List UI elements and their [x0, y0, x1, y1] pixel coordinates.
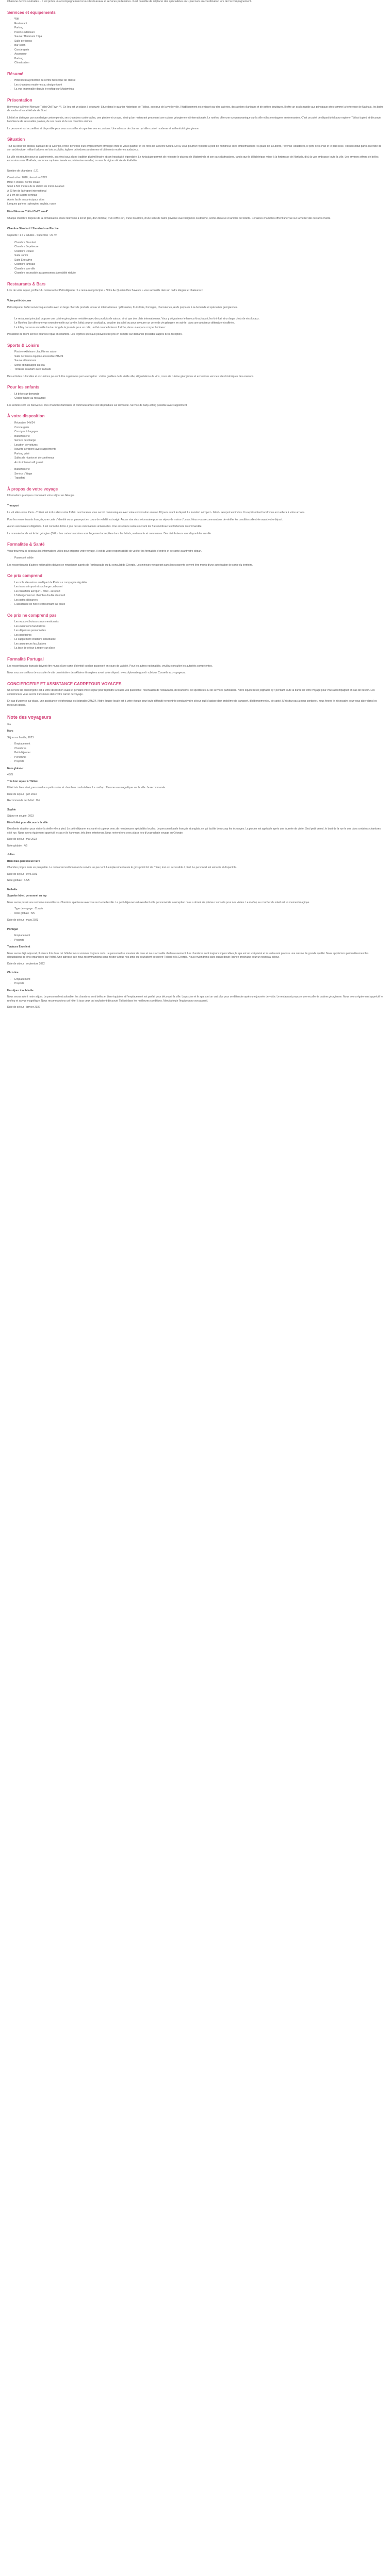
presentation-p2: L'hôtel se distingue par son design contemporain, ses chambres confortables, une piscine et un spa, ainsi qu'un restaurant proposant une cuisine géorgienne et internationale. Le rooftop offre une vue panoramique sur la ville et les montagnes environnantes. C'est un point de départ idéal pour explorer Tbilissi à pied et découvrir l'ambiance de ses ruelles pavées, de ses cafés et de ses marchés animés. [7, 116, 382, 124]
conciergerie-p1: Un service de conciergerie est à votre disposition avant et pendant votre séjour pour répondre à toutes vos questions : réservation de restaurants, d'excursions, de spectacles ou de services particuliers. Notre équipe reste joignable 7j/7 pendant toute la durée de votre voyage pour vous accompagner en cas de besoin. Les coordonnées vous seront transmises dans votre carnet de voyage. [7, 689, 375, 696]
review-text: Chambre propre mais un peu petite. Le restaurant est bon mais le service un peu lent. L'emplacement reste le gros point fort de l'hôtel, tout est accessible à pied. Le personnel est aimable et disponible. [7, 866, 237, 870]
service-item: • Sauna / Hammam / Spa [14, 35, 384, 39]
presentation-p3: Le personnel est accueillant et disponible pour vous conseiller et organiser vos excursions. Une adresse de charme qui allie confort moderne et authenticité géorgienne. [7, 127, 200, 130]
disposition-item: • Réception 24h/24 [14, 421, 384, 426]
review [7, 730, 384, 803]
service-item: • Restaurant [14, 22, 384, 26]
room-type-item: • Suite Junior [14, 254, 384, 258]
restaurant-item: • Le lobby bar vous accueille tout au long de la journée pour un café, un thé ou une boisson fraîche, dans un espace cosy et lumineux. [14, 326, 384, 330]
review-note: 4.5/5 [7, 773, 13, 777]
resume-title: Résumé [7, 71, 24, 76]
enfants-item: • Lit bébé sur demande [14, 393, 384, 397]
enfants-list [7, 393, 384, 401]
review-criterion: • Emplacement [14, 742, 384, 747]
resume-item: • La vue imprenable depuis le rooftop sur Mtatsminda [14, 88, 384, 92]
room-type-item: • Suite Executive [14, 259, 384, 263]
review-criterion: • Chambres [14, 747, 384, 751]
formalite-portugal-p1: Les ressortissants français doivent être munis d'une carte d'identité ou d'un passeport en cours de validité. Pour les autres nationalités, veuillez consulter les autorités compétentes. [7, 664, 213, 668]
conciergerie-title: CONCIERGERIE ET ASSISTANCE CARREFOUR VOYAGES [7, 681, 122, 686]
disposition-item: • Service de change [14, 439, 384, 443]
review-criterion: • Emplacement [14, 978, 384, 982]
pension-text: Petit-déjeuner buffet servi chaque matin avec un large choix de produits locaux et internationaux : pâtisseries, fruits frais, fromages, charcuteries, œufs préparés à la demande et spécialités géorgiennes. [7, 306, 238, 310]
hotel-info-line: Situé à 500 mètres de la station de métro Avlabari [7, 185, 64, 189]
review [7, 808, 384, 849]
review-note-label: Note globale : [7, 767, 25, 770]
room-type-item: • Chambre accessible aux personnes à mobilité réduite [14, 272, 384, 276]
non-inclus-item: • Les repas et boissons non mentionnés [14, 620, 384, 624]
review [7, 853, 384, 883]
review-trip: Séjour en couple, 2023 [7, 815, 34, 818]
situation-p2: La ville est réputée pour sa gastronomie, ses vins issus d'une tradition plurimillénaire et son hospitalité légendaire. Le funiculaire permet de rejoindre le plateau de Mtatsminda et son parc d'attractions, tandis que le téléphérique mène à la forteresse de Narikala, d'où la vue embrasse toute la ville. Les environs offrent de belles excursions vers Mtskheta, ancienne capitale classée au patrimoine mondial, ou vers la région viticole de Kakhétie. [7, 155, 379, 163]
review-date: Date de séjour : juin 2023 [7, 792, 37, 796]
review-criterion: • Personnel [14, 756, 384, 760]
non-inclus-title: Ce prix ne comprend pas [7, 613, 57, 618]
review-extra: Note globale : 4/5 [7, 844, 28, 848]
review-date: Date de séjour : mai 2023 [7, 838, 37, 841]
disposition-item: • Parking privé [14, 452, 384, 456]
restaurant-item: • Le Rooftop Bar offre une vue exceptionnelle sur la ville. Idéal pour un cocktail au coucher du soleil ou pour savourer un verre de vin géorgien en soirée, dans une ambiance détendue et raffinée. [14, 321, 384, 326]
review-title: Hôtel idéal pour découvrir la ville [7, 821, 48, 824]
formalite-item: • Passeport valide [14, 556, 384, 561]
sport-item: • Sauna et hammam [14, 359, 384, 363]
presentation-title: Présentation [7, 97, 32, 103]
transport-text: Le vol aller-retour Paris - Tbilissi est inclus dans votre forfait. Les horaires vous seront communiqués avec votre convocation environ 10 jours avant le départ. Le transfert aéroport - hôtel - aéroport est inclus. Un représentant local vous accueillera à votre arrivée. [7, 511, 305, 515]
formalites-text: Pour les ressortissants français, une carte d'identité ou un passeport en cours de validité est exigé. Aucun visa n'est nécessaire pour un séjour de moins d'un an. Nous vous recommandons de vérifier les conditions d'entrée avant votre départ. [7, 518, 283, 521]
resume-list [7, 79, 384, 92]
services-title: Services et équipements [7, 10, 56, 15]
disposition-item: • Consigne à bagages [14, 430, 384, 434]
reviews-title: Note des voyageurs [7, 715, 52, 720]
hotel-info-line: Accès facile aux principaux sites [7, 198, 44, 201]
sport-item: • Piscine extérieure chauffée en saison [14, 350, 384, 354]
presentation-p1: Bienvenue à l'Hôtel Mercure Tbilisi Old Town 4*. Ce lieu est un plaisir à découvrir. Situé dans le quartier historique de Tbilissi, au cœur de la vieille ville, l'établissement est entouré par des galeries, des ateliers d'artisans et de petites boutiques. Il offre un accès rapide aux principaux sites comme la forteresse de Narikala, les bains de soufre et la cathédrale de Sioni. [7, 105, 383, 113]
pension-label: Votre petit-déjeuner [7, 299, 31, 302]
review-criterion-list [7, 934, 384, 942]
resume-item: • Les chambres modernes au design épuré [14, 83, 384, 88]
sport-item: • Soins et massages au spa [14, 364, 384, 368]
review-criterion: • Petit-déjeuner [14, 751, 384, 755]
non-inclus-item: • Les assurances facultatives [14, 642, 384, 647]
disposition-item: • Conciergerie [14, 426, 384, 430]
conciergerie-p2: En cas d'urgence sur place, une assistance téléphonique est joignable 24h/24. Notre équipe locale est à votre écoute pour toute difficulté rencontrée pendant votre séjour, qu'il s'agisse d'un problème de transport, d'hébergement ou de santé. N'hésitez pas à nous contacter, nous ferons le nécessaire pour vous aider dans les meilleurs délais. [7, 700, 377, 707]
disposition-item: • Blanchisserie [14, 435, 384, 439]
reviews-section [7, 715, 384, 1010]
non-inclus-item: • Le supplément chambre individuelle [14, 638, 384, 642]
room-types-list [7, 241, 384, 276]
reviews-list [7, 730, 384, 1010]
review-date: Date de séjour : septembre 2022 [7, 962, 45, 965]
review-text: Excellente situation pour visiter la vieille ville à pied. Le petit-déjeuner est varié et copieux avec de nombreuses spécialités locales. Le personnel parle français et anglais, ce qui facilite beaucoup les échanges. La piscine est agréable après une journée de visite. Seul petit bémol, le bruit de la rue le soir dans certaines chambres côté rue. Nous avons également apprécié le spa et le hammam, très bien entretenus. Nous reviendrons avec plaisir lors d'un prochain voyage en Géorgie. [7, 827, 381, 835]
formalite-portugal-p2: Nous vous conseillons de consulter le site du ministère des Affaires étrangères avant votre départ : www.diplomatie.gouv.fr rubrique Conseils aux voyageurs. [7, 671, 186, 675]
non-inclus-item: • Les dépenses personnelles [14, 629, 384, 633]
types-label: Chambre Standard / Standard vue Piscine [7, 227, 59, 230]
formalites-text-main: Vous trouverez ci-dessous les informations utiles pour préparer votre voyage. Il est de votre responsabilité de vérifier les formalités d'entrée et de santé avant votre départ. [7, 549, 202, 553]
review-line: • Type de voyage : Couple [14, 907, 384, 911]
formalite-portugal-title: Formalité Portugal [7, 656, 44, 662]
review-text: Hôtel très bien situé, personnel aux petits soins et chambres confortables. Le rooftop offre une vue magnifique sur la ville. Je recommande. [7, 786, 166, 790]
disposition-item: • Salles de réunion et de conférence [14, 456, 384, 461]
hotel-info-line: À 20 km de l'aéroport international [7, 189, 46, 193]
disposition-item: • Accès internet wifi gratuit [14, 461, 384, 465]
restaurants-extra: Possibilité de room service pour les repas en chambre. Les régimes spéciaux peuvent être pris en compte sur demande préalable auprès de la réception. [7, 333, 183, 336]
sante-text: Aucun vaccin n'est obligatoire. Il est conseillé d'être à jour de ses vaccinations universelles. Une assurance santé couvrant les frais médicaux est fortement recommandée. [7, 525, 202, 529]
disposition-item: • Location de voitures [14, 444, 384, 448]
prix-service-item: • Blanchisserie [14, 468, 384, 472]
review-criterion: • Propreté [14, 982, 384, 986]
hotel-info-line: Hôtel 4 étoiles, norme locale [7, 180, 40, 184]
non-inclus-item: • Les excursions facultatives [14, 625, 384, 629]
review-author: Julien [7, 853, 15, 857]
rooms-count: Nombre de chambres : 121 [7, 169, 39, 173]
service-item: • Conciergerie [14, 48, 384, 53]
service-item: • Piscine extérieure [14, 31, 384, 35]
sports-p1: Des activités culturelles et excursions peuvent être organisées par la réception : visites guidées de la vieille ville, dégustations de vins, cours de cuisine géorgienne et excursions vers les sites historiques des environs. [7, 375, 254, 378]
review-author: Nathalie [7, 888, 18, 891]
inclus-item: • Les vols aller-retour au départ de Paris sur compagnie régulière [14, 581, 384, 585]
formalites-list [7, 556, 384, 561]
review-text: Nous avons passé une semaine merveilleuse. Chambre spacieuse avec vue sur la vieille ville. Le petit-déjeuner est excellent et le personnel de la réception nous a donné de précieux conseils pour nos visites. Le rooftop au coucher du soleil est un moment magique. [7, 901, 310, 904]
hotel-info-line: Langues parlées : géorgien, anglais, russe [7, 202, 56, 206]
room-type-item: • Chambre Deluxe [14, 250, 384, 254]
review-author: Portugal [7, 927, 18, 931]
room-type-item: • Chambre Standard [14, 241, 384, 245]
review-title: Très bon séjour à Tbilissi [7, 779, 39, 783]
review-line-list [7, 907, 384, 916]
hotel-info-line: Construit en 2018, rénové en 2023 [7, 176, 47, 180]
restaurants-title: Restaurants & Bars [7, 281, 46, 286]
review-text: Nous avons adoré notre séjour. Le personnel est adorable, les chambres sont belles et bien équipées et l'emplacement est parfait pour découvrir la ville. La piscine et le spa sont un vrai plus pour se détendre après une journée de visite. Le restaurant propose une excellente cuisine géorgienne. Nous avons également apprécié le rooftop et sa vue magnifique. Nous recommandons cet hôtel à tous ceux qui souhaitent découvrir Tbilissi dans les meilleures conditions. Merci à toute l'équipe pour son accueil. [7, 995, 383, 1003]
review-line: • Note globale : 5/5 [14, 912, 384, 916]
sports-list [7, 350, 384, 372]
review-author: Marc [7, 730, 13, 733]
monnaie-text: La monnaie locale est le lari géorgien (GEL). Les cartes bancaires sont largement acceptées dans les hôtels, restaurants et commerces. Des distributeurs sont disponibles en ville. [7, 532, 212, 535]
situation-title: Situation [7, 137, 25, 142]
inclus-item: • L'hébergement en chambre double standard [14, 594, 384, 598]
inclus-item: • Les transferts aéroport - hôtel - aéroport [14, 590, 384, 594]
prix-service-item: • Transfert [14, 477, 384, 481]
service-item: • Bar-salon [14, 44, 384, 48]
review-date: Date de séjour : janvier 2022 [7, 1006, 40, 1009]
disposition-item: • Navette aéroport (avec supplément) [14, 448, 384, 452]
reviews-score: 4.1 [7, 722, 11, 726]
review-title: Bien mais peut mieux faire [7, 859, 40, 863]
review-text: Nous avons déjà séjourné plusieurs fois dans cet hôtel et nous sommes toujours ravis. Le personnel se souvient de nous et nous accueille chaleureusement. Les chambres sont toujours impeccables, le spa est un vrai plaisir et le restaurant propose une cuisine de grande qualité. Nous apprécions particulièrement les dégustations de vins organisées par l'hôtel. Une adresse que nous recommandons sans hésiter à tous nos amis qui souhaitent découvrir Tbilissi et la Géorgie. Nous reviendrons sans aucun doute l'année prochaine pour un nouveau séjour. [7, 952, 369, 959]
review-title: Superbe hôtel, personnel au top [7, 894, 47, 898]
enfants-item: • Chaise haute au restaurant [14, 397, 384, 401]
hotel-lines [7, 176, 384, 207]
prix-services-list [7, 468, 384, 481]
non-inclus-list [7, 620, 384, 651]
review-author: Sophie [7, 808, 16, 811]
review-extra: Recommande cet hôtel : Oui [7, 799, 40, 803]
restaurants-p1: Lors de votre séjour, profitez du restaurant et Petit-déjeuner : Le restaurant principal « Notre Au Quotien Des Saveurs » vous accueille dans un cadre élégant et chaleureux. [7, 289, 204, 293]
review-title: Un séjour inoubliable [7, 989, 34, 992]
service-item: • Salle de fitness [14, 40, 384, 44]
review [7, 971, 384, 1010]
review-criterion-list [7, 742, 384, 764]
propos-title: À propos de votre voyage [7, 486, 58, 492]
service-item: • Parking [14, 26, 384, 30]
prix-service-item: • Service d'étage [14, 472, 384, 477]
inclus-list [7, 581, 384, 607]
restaurants-list [7, 317, 384, 330]
inclus-title: Ce prix comprend [7, 573, 43, 579]
room-type-item: • Chambre vue ville [14, 267, 384, 272]
resume-item: • Hôtel idéal à proximité du centre historique de Tbilissi [14, 79, 384, 83]
service-item: • Parking [14, 57, 384, 61]
formalites-title: Formalités & Santé [7, 542, 45, 547]
review-extra: Note globale : 3.5/5 [7, 879, 30, 883]
restaurant-item: • Le restaurant principal propose une cuisine géorgienne revisitée avec des produits de saison, ainsi que des plats internationaux. Vous y dégusterez le fameux khachapuri, les khinkali et un large choix de vins locaux. [14, 317, 384, 321]
review-author: Christine [7, 971, 19, 975]
chambres-text: Chaque chambre dispose de la climatisation, d'une télévision à écran plat, d'un minibar, d'un coffre-fort, d'une bouilloire, d'une salle de bains privative avec baignoire ou douche, sèche-cheveux et articles de toilette. Certaines chambres offrent une vue sur la vieille ville ou sur la rivière. [7, 217, 331, 221]
intro-text: Chacune de vos souhaités... Il est prévu un accompagnement à tous les bureaux et services partenaires. Il est possible de déplacer des spécialistes en 1 parcours en coordination lors de l'accompagnement. [7, 0, 252, 3]
non-inclus-item: • La taxe de séjour à régler sur place [14, 647, 384, 651]
review-trip: Séjour en famille, 2023 [7, 736, 34, 739]
enfants-title: Pour les enfants [7, 385, 40, 390]
review-criterion: • Propreté [14, 939, 384, 943]
room-type-item: • Chambre familiale [14, 263, 384, 267]
enfants-p1: Les enfants sont les bienvenus. Des chambres familiales et communicantes sont disponibles sur demande. Service de baby-sitting possible avec supplément. [7, 403, 188, 407]
review-date: Date de séjour : avril 2023 [7, 872, 38, 876]
inclus-item: • L'assistance de notre représentant sur place [14, 603, 384, 607]
review-criterion: • Emplacement [14, 934, 384, 938]
services-list [7, 18, 384, 65]
inclus-item: • Les taxes aéroport et surcharge carburant [14, 585, 384, 589]
capacite-text: Capacité : 1 à 2 adultes - Superficie : 22 m² [7, 234, 57, 238]
review-criterion: • Propreté [14, 760, 384, 764]
non-inclus-item: • Les pourboires [14, 634, 384, 638]
page [0, 0, 391, 1010]
hotel-info-line: À 1 km de la gare centrale [7, 194, 38, 197]
room-type-item: • Chambre Supérieure [14, 245, 384, 249]
disposition-list [7, 421, 384, 465]
service-item: • Climatisation [14, 61, 384, 65]
service-item: • Ascenseur [14, 53, 384, 57]
chambres-title: Hôtel Mercure Tbilisi Old Town 4* [7, 210, 48, 213]
review-title: Toujours Excellent [7, 945, 30, 949]
situation-p1: Tout au cœur de Tbilissi, capitale de la Géorgie, l'hôtel bénéficie d'un emplacement privilégié entre le vieux quartier et les rives de la rivière Koura. De là, vous pourrez rejoindre à pied de nombreux sites emblématiques : la place de la Liberté, l'avenue Roustavéli, le pont de la Paix et le parc Rike. Tbilissi séduit par la diversité de son architecture, mêlant balcons en bois sculptés, églises orthodoxes anciennes et bâtiments modernes audacieux. [7, 144, 382, 152]
review [7, 928, 384, 967]
formalites-text-2: Les ressortissants d'autres nationalités doivent se renseigner auprès de l'ambassade ou du consulat de Géorgie. Les mineurs voyageant sans leurs parents doivent être munis d'une autorisation de sortie du territoire. [7, 563, 253, 567]
transport-label: Transport [7, 504, 20, 507]
review-criterion-list [7, 978, 384, 986]
review [7, 888, 384, 923]
sports-title: Sports & Loisirs [7, 343, 39, 348]
inclus-item: • Les petits-déjeuners [14, 599, 384, 603]
sport-item: • Salle de fitness équipée accessible 24h/24 [14, 355, 384, 359]
service-item: • Wifi [14, 18, 384, 22]
propos-intro: Informations pratiques concernant votre séjour en Géorgie. [7, 494, 75, 498]
sport-item: • Terrasse solarium avec transats [14, 368, 384, 372]
review-date: Date de séjour : mars 2023 [7, 919, 39, 922]
disposition-title: À votre disposition [7, 414, 45, 419]
